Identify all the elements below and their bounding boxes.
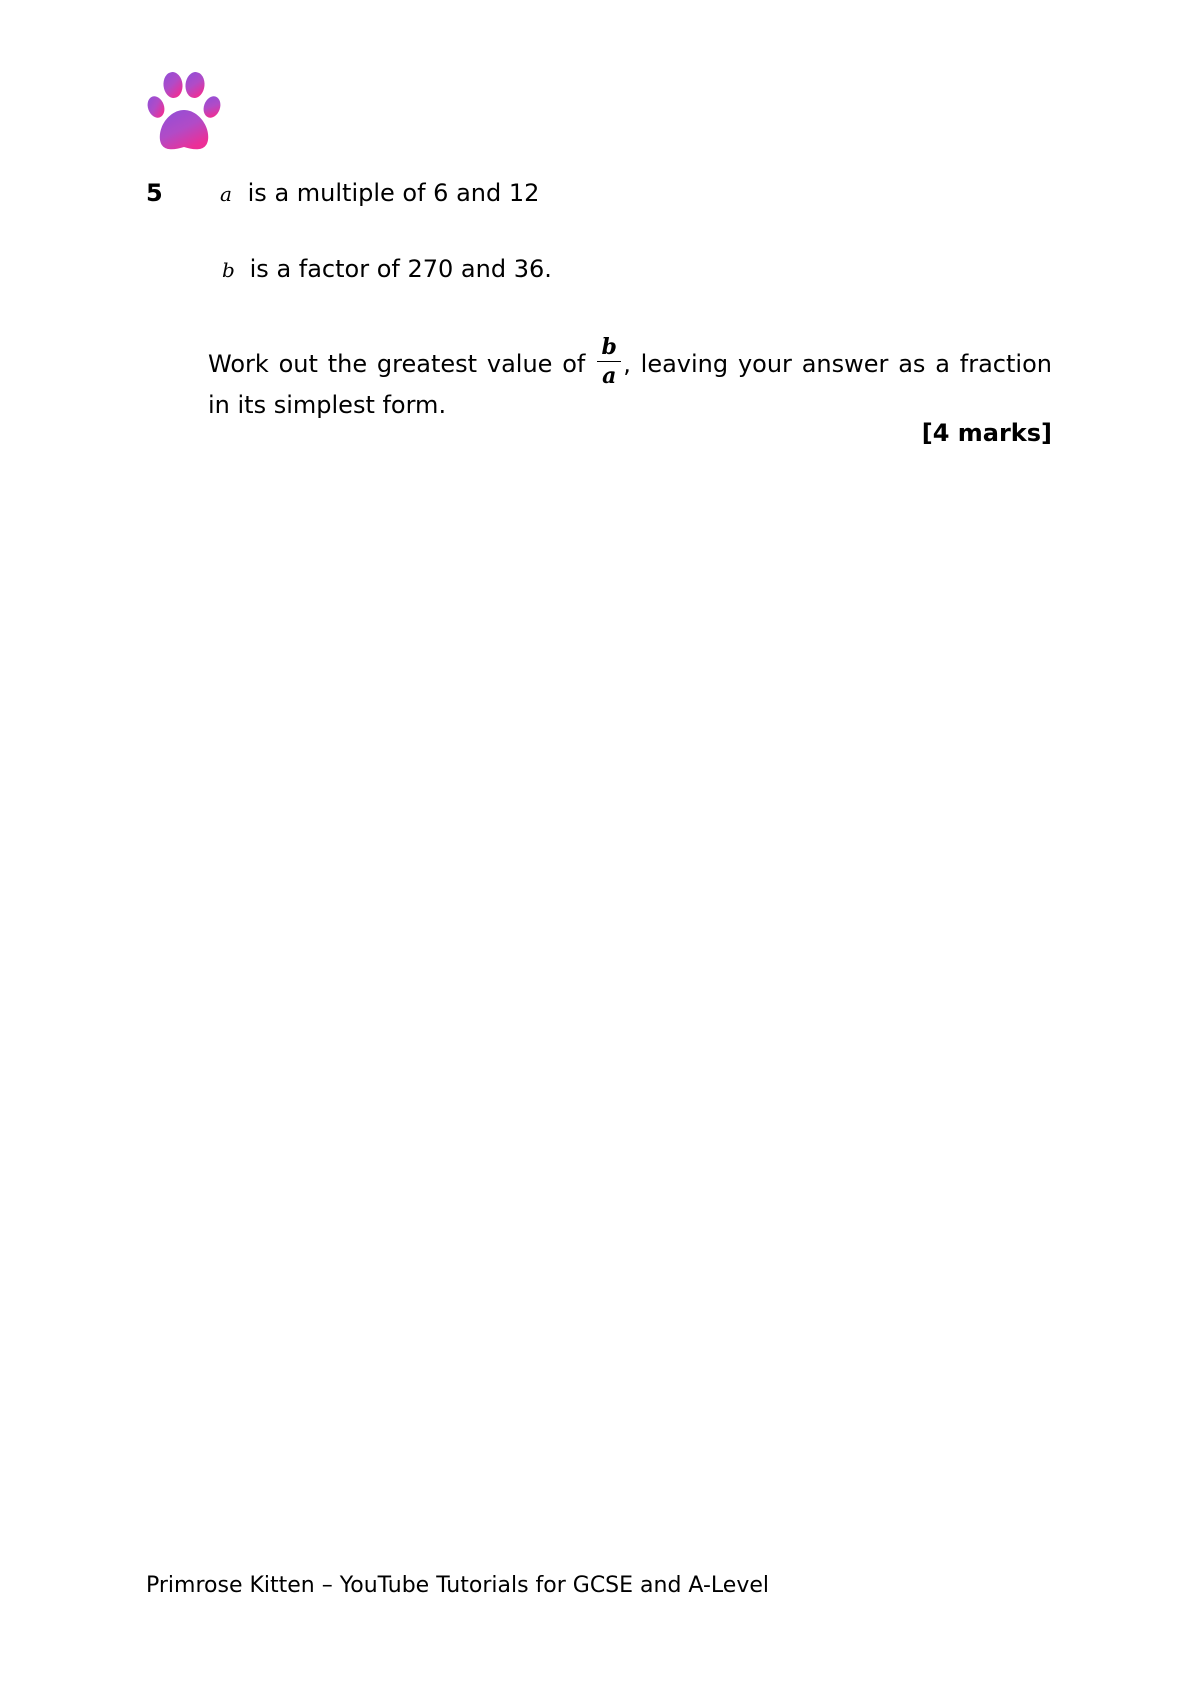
page-footer: Primrose Kitten – YouTube Tutorials for GCSE and A-Level (146, 1573, 769, 1598)
fraction-bar (597, 361, 621, 362)
statement-a (220, 178, 539, 209)
fraction-numerator: b (601, 334, 617, 360)
variable-b: b (222, 258, 235, 282)
word: the (327, 349, 368, 378)
word: Work (208, 349, 269, 378)
instruction-line (208, 334, 1052, 389)
word: your (737, 349, 792, 378)
paw-print-icon (146, 70, 222, 154)
word: greatest (376, 349, 478, 378)
word: out (278, 349, 318, 378)
word: value (486, 349, 553, 378)
statement-b-text: is a factor of 270 and 36. (249, 255, 552, 283)
question-number: 5 (146, 179, 163, 207)
word: of (562, 349, 586, 378)
variable-a: a (220, 182, 232, 206)
comma: , (623, 349, 631, 378)
statement-b (222, 254, 552, 285)
word: as (898, 349, 926, 378)
fraction-denominator: a (602, 363, 617, 389)
marks-label: [4 marks] (921, 419, 1052, 447)
fraction-group (595, 334, 631, 389)
word: answer (801, 349, 889, 378)
word: leaving (640, 349, 729, 378)
fraction-b-over-a (597, 336, 621, 387)
statement-a-text: is a multiple of 6 and 12 (247, 179, 540, 207)
word: fraction (959, 349, 1052, 378)
word: a (935, 349, 950, 378)
instruction-continuation: in its simplest form. (208, 391, 447, 419)
